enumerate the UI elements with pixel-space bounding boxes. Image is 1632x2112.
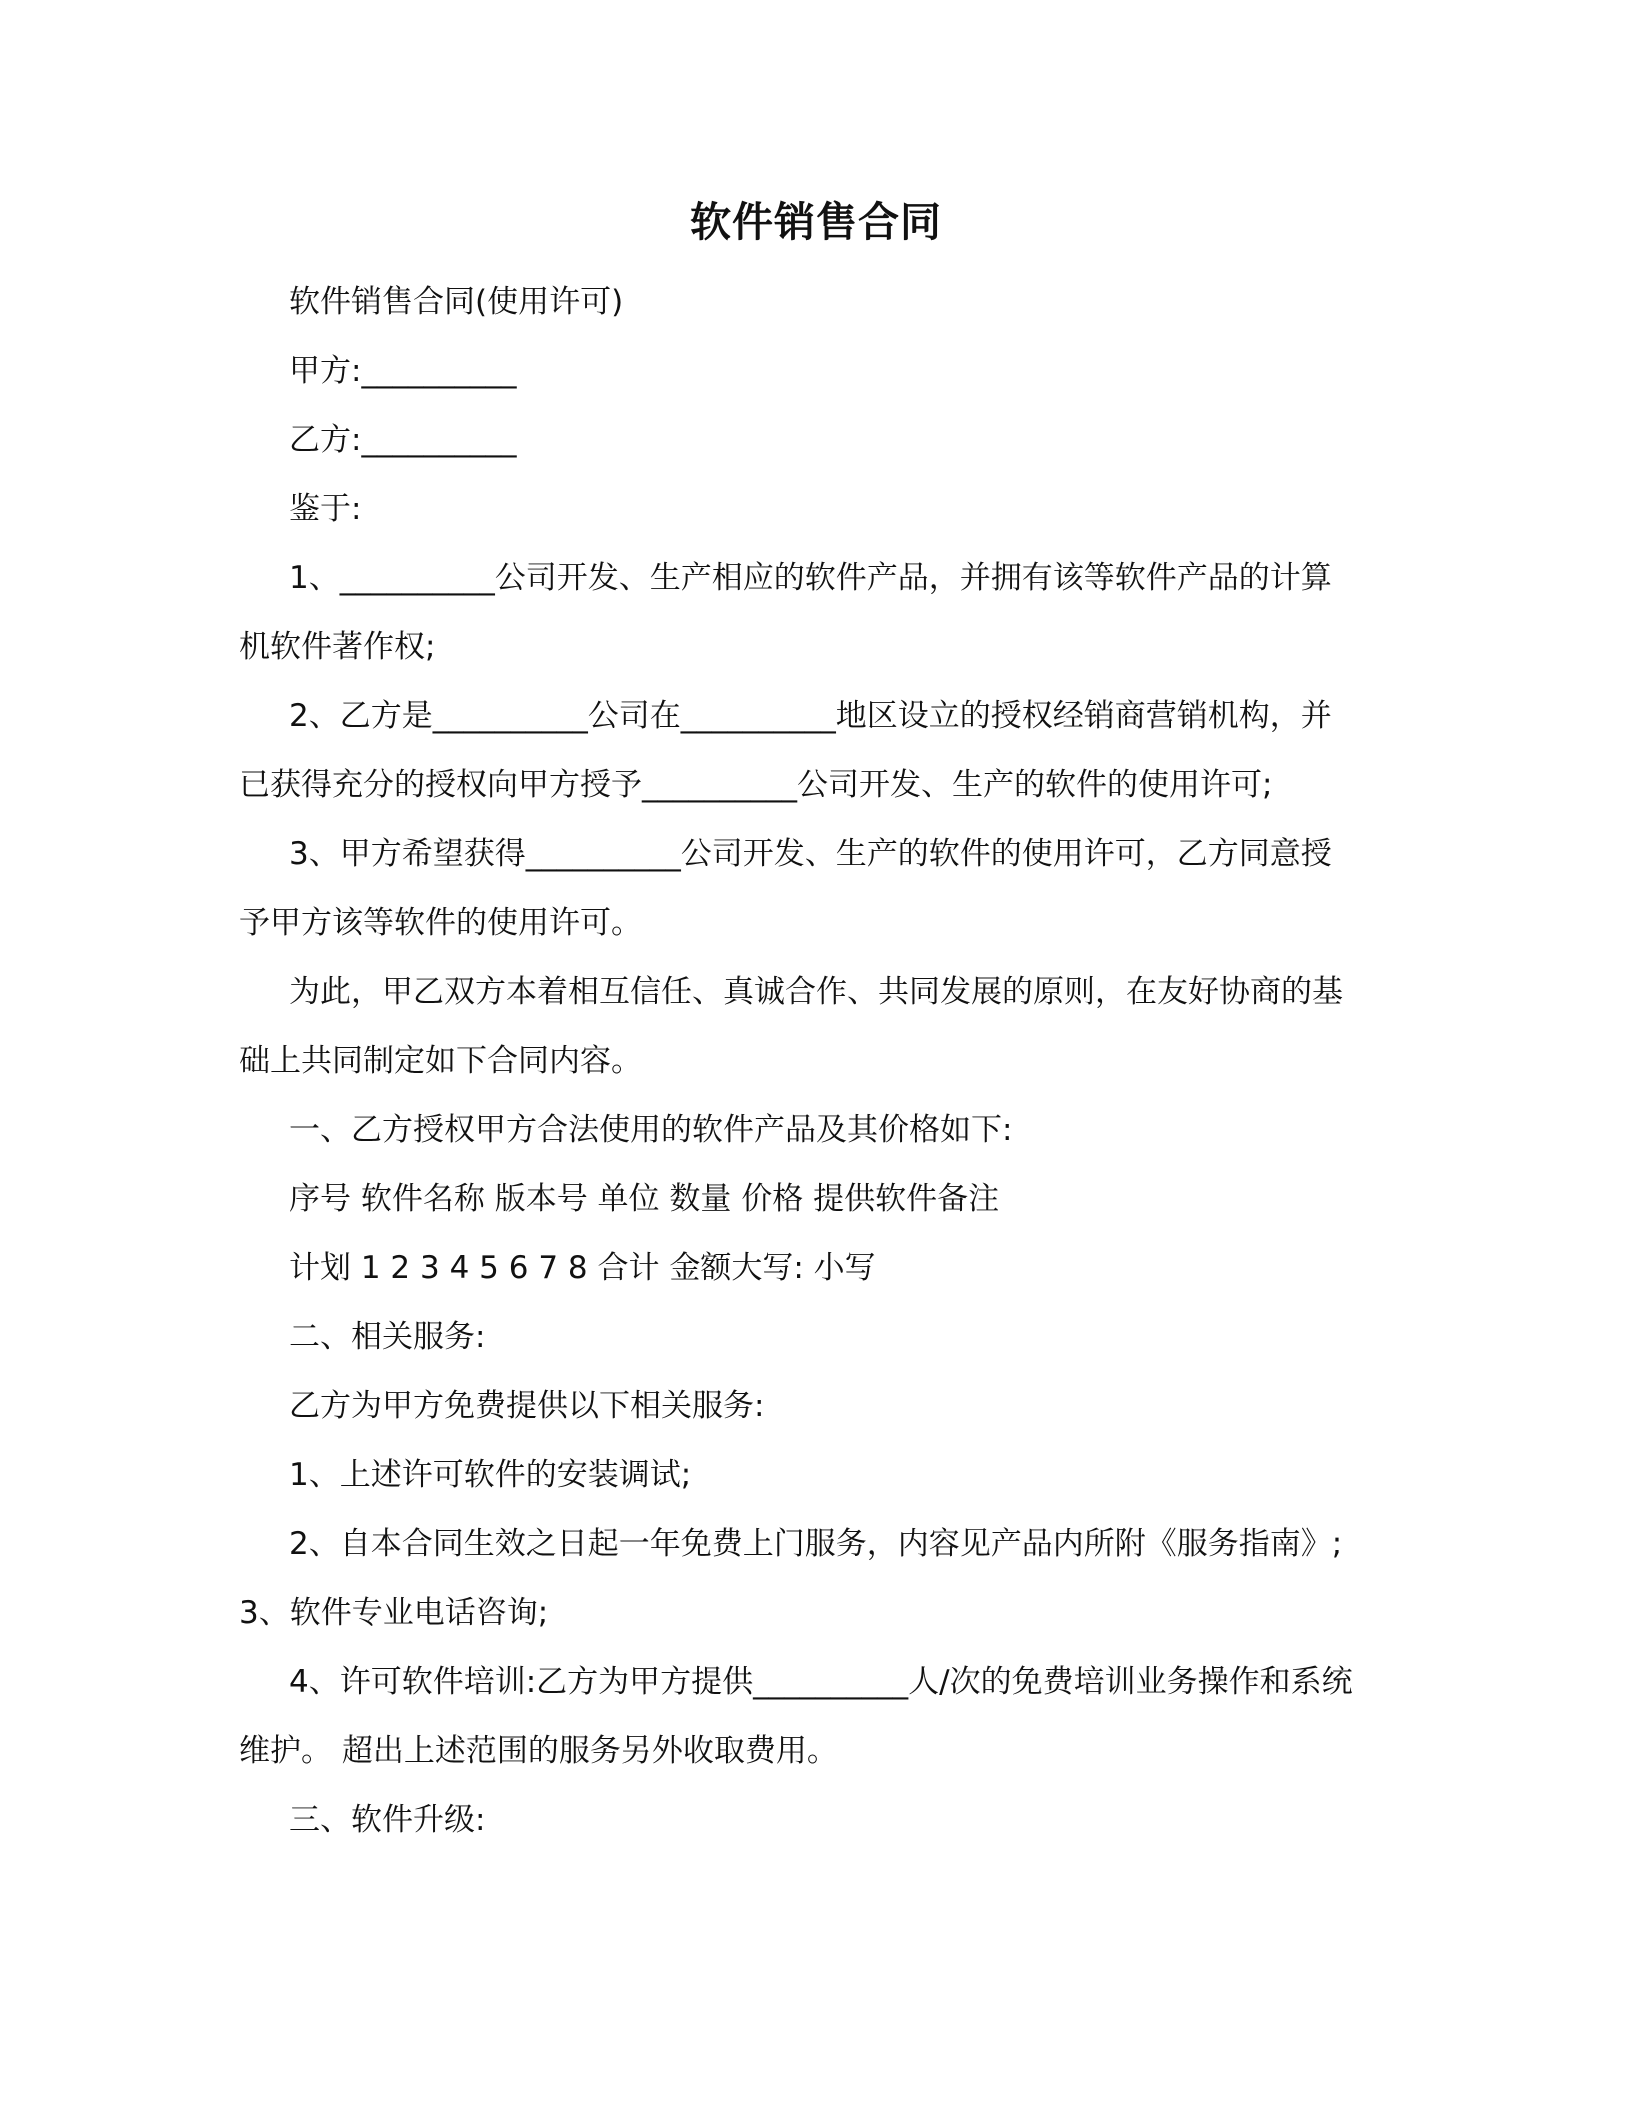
paragraph-line: 2、乙方是__________公司在__________地区设立的授权经销商营销机构，并: [289, 698, 1332, 734]
section-heading: 一、乙方授权甲方合法使用的软件产品及其价格如下:: [289, 1112, 1013, 1148]
paragraph-line: 乙方为甲方免费提供以下相关服务:: [289, 1388, 765, 1424]
paragraph-line: 1、__________公司开发、生产相应的软件产品，并拥有该等软件产品的计算: [289, 560, 1332, 596]
party-b-line: 乙方:__________: [289, 422, 517, 458]
paragraph-line: 为此，甲乙双方本着相互信任、真诚合作、共同发展的原则，在友好协商的基: [289, 974, 1343, 1010]
party-a-line: 甲方:__________: [289, 353, 517, 389]
list-item: 4、许可软件培训:乙方为甲方提供__________人/次的免费培训业务操作和系统: [289, 1664, 1353, 1700]
list-item: 1、上述许可软件的安装调试;: [289, 1457, 692, 1493]
table-header-line: 序号 软件名称 版本号 单位 数量 价格 提供软件备注: [289, 1181, 1000, 1217]
paragraph-line: 机软件著作权;: [239, 629, 436, 665]
list-item: 2、自本合同生效之日起一年免费上门服务，内容见产品内所附《服务指南》;: [289, 1526, 1343, 1562]
paragraph-line: 3、甲方希望获得__________公司开发、生产的软件的使用许可，乙方同意授: [289, 836, 1332, 872]
document-title: 软件销售合同: [690, 198, 942, 246]
subtitle-line: 软件销售合同(使用许可): [289, 284, 624, 320]
list-item: 3、软件专业电话咨询;: [239, 1595, 549, 1631]
paragraph-line: 础上共同制定如下合同内容。: [239, 1043, 642, 1079]
paragraph-line: 已获得充分的授权向甲方授予__________公司开发、生产的软件的使用许可;: [239, 767, 1273, 803]
whereas-line: 鉴于:: [289, 491, 362, 527]
paragraph-line: 予甲方该等软件的使用许可。: [239, 905, 642, 941]
section-heading: 三、软件升级:: [289, 1802, 486, 1838]
table-row-line: 计划 1 2 3 4 5 6 7 8 合计 金额大写: 小写: [289, 1250, 876, 1286]
section-heading: 二、相关服务:: [289, 1319, 486, 1355]
paragraph-line: 维护。 超出上述范围的服务另外收取费用。: [239, 1733, 838, 1769]
